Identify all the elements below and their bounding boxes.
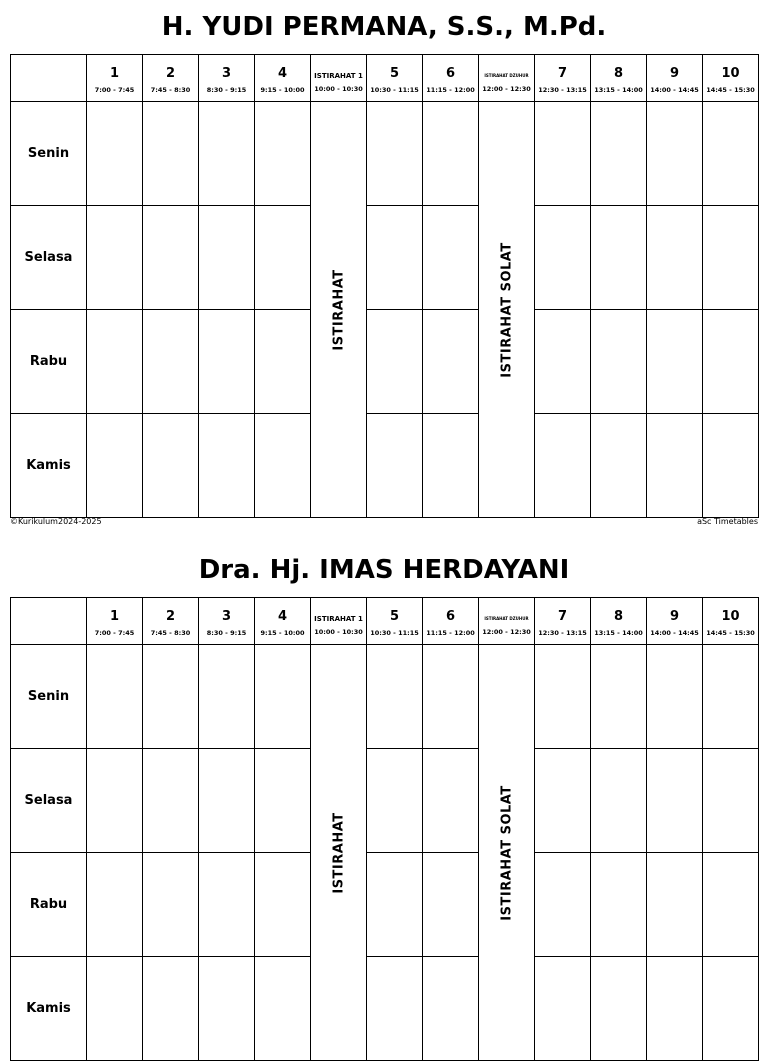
day-label: Selasa [11,749,87,853]
lesson-cell [367,957,423,1061]
period-header: 5 10:30 - 11:15 [367,55,423,102]
lesson-cell [703,206,759,310]
break-column [311,645,367,1061]
lesson-cell [423,414,479,518]
period-header: 8 13:15 - 14:00 [591,598,647,645]
lesson-cell [199,957,255,1061]
period-header: 10 14:45 - 15:30 [703,55,759,102]
lesson-cell [143,206,199,310]
lesson-cell [87,102,143,206]
lesson-cell [423,957,479,1061]
teacher-name-title: Dra. Hj. IMAS HERDAYANI [198,555,570,585]
lesson-cell [87,853,143,957]
lesson-cell [199,749,255,853]
period-header: 4 9:15 - 10:00 [255,55,311,102]
lesson-cell [535,853,591,957]
lesson-cell [255,206,311,310]
corner-cell [11,598,87,645]
lesson-cell [143,102,199,206]
break-column [479,645,535,1061]
lesson-cell [535,310,591,414]
lesson-cell [199,414,255,518]
lesson-cell [143,310,199,414]
lesson-cell [255,957,311,1061]
lesson-cell [535,749,591,853]
day-label: Kamis [11,957,87,1061]
lesson-cell [647,206,703,310]
lesson-cell [423,853,479,957]
lesson-cell [199,853,255,957]
lesson-cell [199,310,255,414]
lesson-cell [255,102,311,206]
day-label: Kamis [11,414,87,518]
lesson-cell [367,645,423,749]
lesson-cell [255,645,311,749]
period-header: 7 12:30 - 13:15 [535,55,591,102]
break-label: ISTIRAHAT SOLAT [499,241,514,378]
lesson-cell [535,645,591,749]
lesson-cell [255,749,311,853]
teacher-name-title: H. YUDI PERMANA, S.S., M.Pd. [161,12,607,42]
lesson-cell [647,749,703,853]
period-header: 1 7:00 - 7:45 [87,55,143,102]
lesson-cell [143,957,199,1061]
lesson-cell [143,414,199,518]
lesson-cell [647,645,703,749]
lesson-cell [367,414,423,518]
lesson-cell [255,310,311,414]
period-header: 2 7:45 - 8:30 [143,55,199,102]
period-header-row [11,55,759,102]
day-row [11,206,759,310]
break-label: ISTIRAHAT SOLAT [499,784,514,921]
period-header: 4 9:15 - 10:00 [255,598,311,645]
lesson-cell [591,310,647,414]
period-header: 6 11:15 - 12:00 [423,598,479,645]
break-header: ISTIRAHAT 1 10:00 - 10:30 [311,55,367,102]
period-header: 1 7:00 - 7:45 [87,598,143,645]
lesson-cell [87,749,143,853]
lesson-cell [423,102,479,206]
lesson-cell [647,102,703,206]
break-header: ISTIRAHAT DZUHUR 12:00 - 12:30 [479,55,535,102]
generator-credit: aSc Timetables [697,517,758,526]
lesson-cell [647,310,703,414]
day-row [11,414,759,518]
lesson-cell [591,853,647,957]
lesson-cell [367,102,423,206]
break-header: ISTIRAHAT DZUHUR 12:00 - 12:30 [479,598,535,645]
day-row [11,749,759,853]
lesson-cell [591,957,647,1061]
lesson-cell [535,206,591,310]
lesson-cell [591,102,647,206]
lesson-cell [703,853,759,957]
lesson-cell [367,749,423,853]
break-column [311,102,367,518]
lesson-cell [255,414,311,518]
lesson-cell [87,414,143,518]
lesson-cell [143,749,199,853]
lesson-cell [199,102,255,206]
lesson-cell [591,414,647,518]
day-row [11,957,759,1061]
day-label: Selasa [11,206,87,310]
period-header: 7 12:30 - 13:15 [535,598,591,645]
day-row [11,645,759,749]
lesson-cell [87,310,143,414]
sheet-footer [10,516,758,528]
lesson-cell [703,414,759,518]
break-label: ISTIRAHAT [331,268,346,351]
lesson-cell [423,206,479,310]
day-label: Senin [11,102,87,206]
lesson-cell [591,206,647,310]
lesson-cell [423,310,479,414]
lesson-cell [703,749,759,853]
lesson-cell [647,957,703,1061]
break-header: ISTIRAHAT 1 10:00 - 10:30 [311,598,367,645]
lesson-cell [591,749,647,853]
period-header-row [11,598,759,645]
lesson-cell [255,853,311,957]
lesson-cell [367,206,423,310]
period-header: 3 8:30 - 9:15 [199,55,255,102]
lesson-cell [199,645,255,749]
lesson-cell [703,310,759,414]
lesson-cell [87,206,143,310]
lesson-cell [423,749,479,853]
lesson-cell [143,645,199,749]
lesson-cell [535,957,591,1061]
lesson-cell [87,957,143,1061]
period-header: 10 14:45 - 15:30 [703,598,759,645]
lesson-cell [647,414,703,518]
break-column [479,102,535,518]
lesson-cell [535,102,591,206]
lesson-cell [423,645,479,749]
timetable-grid [10,597,759,1061]
lesson-cell [703,645,759,749]
period-header: 3 8:30 - 9:15 [199,598,255,645]
lesson-cell [591,645,647,749]
lesson-cell [647,853,703,957]
corner-cell [11,55,87,102]
day-label: Senin [11,645,87,749]
lesson-cell [703,102,759,206]
lesson-cell [367,310,423,414]
lesson-cell [367,853,423,957]
period-header: 6 11:15 - 12:00 [423,55,479,102]
lesson-cell [87,645,143,749]
day-label: Rabu [11,310,87,414]
day-row [11,102,759,206]
timetable-grid [10,54,759,518]
break-label: ISTIRAHAT [331,811,346,894]
period-header: 9 14:00 - 14:45 [647,598,703,645]
period-header: 8 13:15 - 14:00 [591,55,647,102]
day-row [11,853,759,957]
period-header: 5 10:30 - 11:15 [367,598,423,645]
period-header: 9 14:00 - 14:45 [647,55,703,102]
copyright-text: ©Kurikulum2024-2025 [10,517,102,526]
lesson-cell [199,206,255,310]
period-header: 2 7:45 - 8:30 [143,598,199,645]
lesson-cell [143,853,199,957]
lesson-cell [535,414,591,518]
day-row [11,310,759,414]
day-label: Rabu [11,853,87,957]
lesson-cell [703,957,759,1061]
